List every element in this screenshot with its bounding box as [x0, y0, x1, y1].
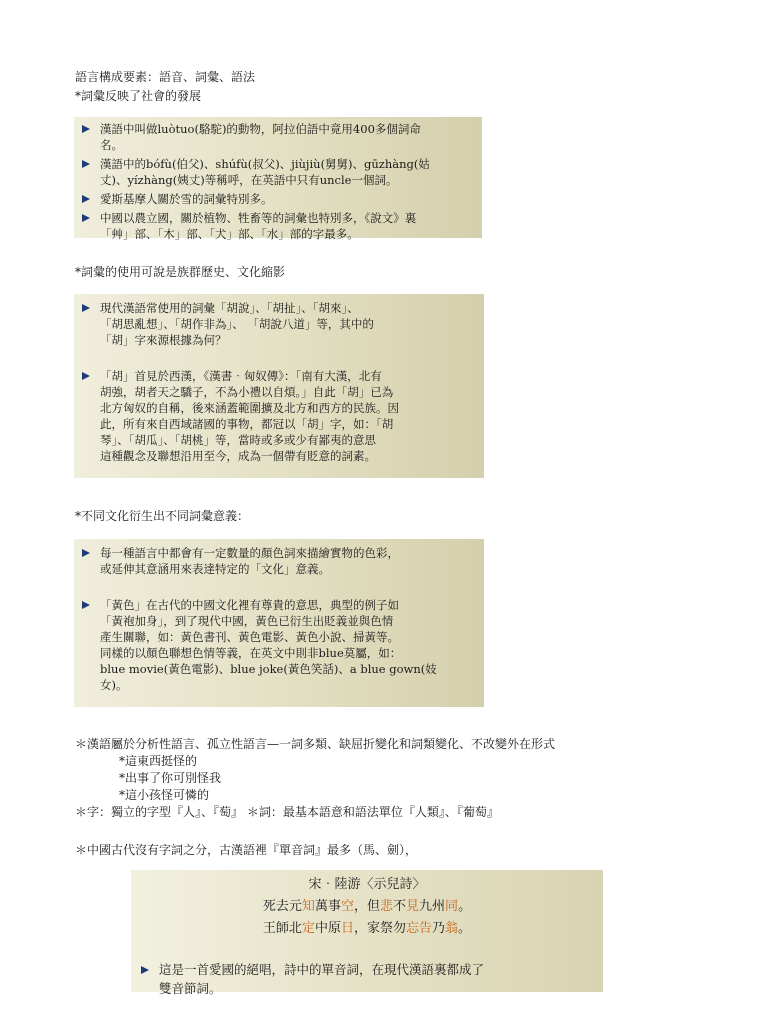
- section-heading-meaning: *不同文化衍生出不同詞彙意義：: [75, 509, 250, 523]
- triangle-bullet-icon: [82, 304, 90, 312]
- list-item-line: 現代漢語常使用的詞彙「胡說」、「胡扯」、「胡來」、: [100, 301, 359, 315]
- list-item: [80, 210, 476, 242]
- poem-text: 中原: [314, 921, 341, 936]
- poem-text: ，家祭勿: [353, 921, 406, 936]
- list-item-line: 「黃色」在古代的中國文化裡有尊貴的意思，典型的例子如: [100, 598, 399, 612]
- list-item-line: 胡強，胡者天之驕子，不為小禮以自煩。」自此「胡」已為: [100, 385, 394, 399]
- header-line-1: 語言構成要素：語音、詞彙、語法: [75, 70, 256, 84]
- list-item: [80, 368, 478, 464]
- list-item-line: 北方匈奴的自稱，後來涵蓋範圍擴及北方和西方的民族。因: [100, 401, 399, 415]
- monosyllabic-statement: ＊中國古代沒有字詞之分，古漢語裡『單音詞』最多（馬、劍），: [75, 843, 418, 857]
- poem-text: 死去元: [262, 899, 302, 914]
- poem-text: 萬事: [314, 899, 341, 914]
- list-item: [80, 191, 476, 207]
- poem-text: 。: [458, 899, 472, 914]
- list-item: [80, 121, 476, 153]
- poem-highlight-text: 定: [301, 921, 315, 936]
- list-item-line: 「胡」首見於西漢，《漢書‧匈奴傳》：「南有大漢，北有: [100, 369, 382, 383]
- triangle-bullet-icon: [82, 160, 90, 168]
- list-item-line: 琴」、「胡瓜」、「胡桃」等，當時或多或少有鄙夷的意思: [100, 433, 376, 447]
- character-word-definition: ＊字：獨立的字型『人』、『萄』 ＊詞：最基本語意和語法單位『人類』、『葡萄』: [75, 805, 499, 819]
- poem-title: 宋‧陸游〈示兒詩〉: [308, 877, 426, 892]
- poem-text: ，但: [353, 899, 380, 914]
- list-item: [80, 597, 478, 693]
- poem-highlight-text: 翁: [445, 921, 459, 936]
- triangle-bullet-icon: [82, 195, 90, 203]
- vocabulary-box-3: [74, 539, 484, 707]
- list-item-line: 「黃袍加身」，到了現代中國，黃色已衍生出貶義並與色情: [100, 614, 394, 628]
- list-item-line: 這種觀念及聯想沿用至今，成為一個帶有貶意的詞素。: [100, 449, 376, 463]
- example-line: *出事了你可別怪我: [119, 771, 222, 785]
- list-item: [139, 960, 595, 998]
- list-item-line: 名。: [100, 138, 123, 152]
- vocabulary-box-1: [74, 117, 482, 241]
- example-line: *這東西挺怪的: [119, 754, 198, 768]
- list-item-line: 同樣的以顏色聯想色情等義，在英文中則非blue莫屬，如：: [100, 646, 402, 660]
- list-item-line: 丈)、yízhàng(姨丈)等稱呼，在英語中只有uncle一個詞。: [100, 173, 398, 187]
- poem-highlight-text: 日: [340, 921, 354, 936]
- list-item-line: 「胡」字來源根據為何？: [100, 333, 227, 347]
- list-item-line: 雙音節詞。: [159, 981, 222, 996]
- poem-line-2: [139, 918, 595, 940]
- triangle-bullet-icon: [82, 125, 90, 133]
- list-item-line: 漢語中的bófù(伯父)、shúfù(叔父)、jiùjiù(舅舅)、gūzhàng(姑: [100, 157, 430, 171]
- triangle-bullet-icon: [82, 372, 90, 380]
- analytic-language-statement: ＊漢語屬於分析性語言、孤立性語言—一詞多類、缺屈折變化和詞類變化、不改變外在形式: [75, 737, 556, 751]
- poem-line-1: [139, 896, 595, 918]
- poem-highlight-text: 忘告: [406, 921, 433, 936]
- list-item-line: 中國以農立國，關於植物、牲畜等的詞彙也特別多，《說文》裏: [100, 211, 417, 225]
- poem-text: 王師北: [262, 921, 302, 936]
- poem-highlight-text: 見: [406, 899, 420, 914]
- list-item-line: 「艸」部、「木」部、「犬」部、「水」部的字最多。: [100, 227, 359, 241]
- poem-highlight-text: 知: [301, 899, 315, 914]
- poem-box: [131, 870, 603, 996]
- poem-highlight-text: 空: [340, 899, 354, 914]
- list-item-line: 漢語中叫做luòtuo(駱駝)的動物，阿拉伯語中竟用400多個詞命: [100, 122, 421, 136]
- poem-highlight-text: 同: [445, 899, 459, 914]
- list-item-line: 愛斯基摩人關於雪的詞彙特別多。: [100, 192, 273, 206]
- example-line: *這小孩怪可憐的: [119, 788, 210, 802]
- triangle-bullet-icon: [82, 549, 90, 557]
- triangle-bullet-icon: [141, 966, 149, 974]
- list-item: [80, 545, 478, 577]
- list-item-line: 這是一首愛國的絕唱，詩中的單音詞，在現代漢語裏都成了: [159, 962, 485, 977]
- list-item-line: blue movie(黃色電影)、blue joke(黃色笑話)、a blue gown(妓: [100, 662, 437, 676]
- poem-text: 。: [458, 921, 472, 936]
- list-item-line: 每一種語言中都會有一定數量的顏色詞來描繪實物的色彩，: [100, 546, 399, 560]
- list-item-line: 或延伸其意涵用來表達特定的「文化」意義。: [100, 562, 330, 576]
- header-line-2: *詞彙反映了社會的發展: [75, 89, 202, 103]
- list-item-line: 女)。: [100, 678, 128, 692]
- poem-text: 乃: [432, 921, 446, 936]
- analytic-language-section: [75, 736, 755, 821]
- list-item-line: 「胡思亂想」、「胡作非為」、 「胡說八道」等，其中的: [100, 317, 374, 331]
- list-item-line: 產生關聯，如：黃色書刊、黃色電影、黃色小說、掃黃等。: [100, 630, 399, 644]
- list-item: [80, 300, 478, 348]
- vocabulary-box-2: [74, 294, 484, 478]
- section-heading-culture: *詞彙的使用可說是族群歷史、文化縮影: [75, 265, 286, 279]
- poem-highlight-text: 悲: [379, 899, 393, 914]
- poem-text: 不: [393, 899, 407, 914]
- list-item-line: 此，所有來自西域諸國的事物，都冠以「胡」字，如：「胡: [100, 417, 394, 431]
- triangle-bullet-icon: [82, 214, 90, 222]
- list-item: [80, 156, 476, 188]
- poem-text: 九州: [419, 899, 446, 914]
- triangle-bullet-icon: [82, 601, 90, 609]
